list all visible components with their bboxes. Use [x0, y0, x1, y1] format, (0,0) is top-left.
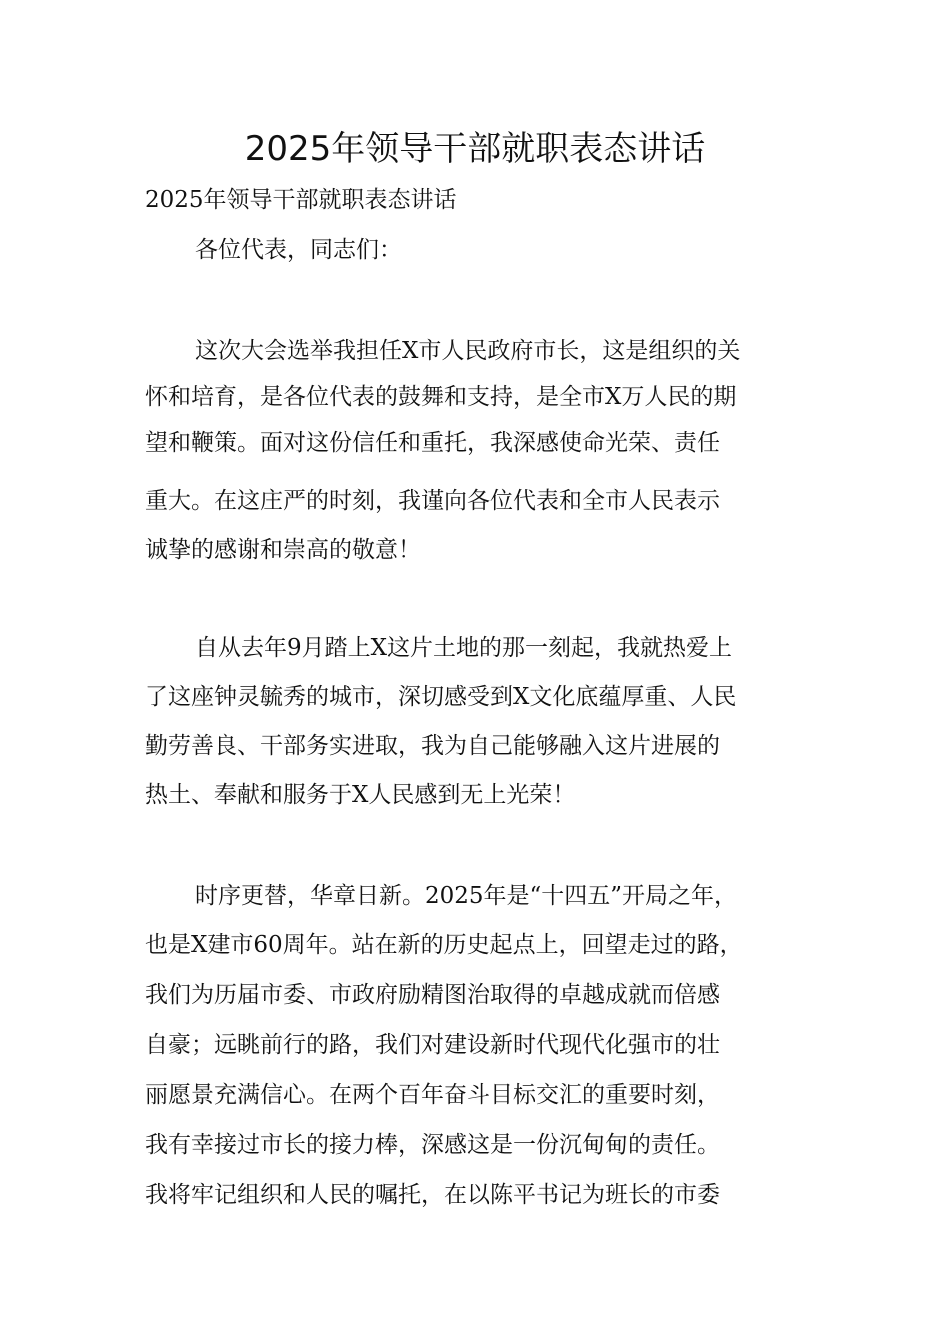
paragraph-2-line-3: 勤劳善良、干部务实进取，我为自己能够融入这片进展的 — [145, 733, 720, 759]
document-subtitle: 2025年领导干部就职表态讲话 — [145, 187, 457, 213]
paragraph-3-line-6: 我有幸接过市长的接力棒，深感这是一份沉甸甸的责任。 — [145, 1132, 720, 1158]
paragraph-3-line-1: 时序更替，华章日新。2025年是“十四五”开局之年， — [195, 883, 738, 909]
paragraph-1-line-4: 重大。在这庄严的时刻，我谨向各位代表和全市人民表示 — [145, 488, 720, 514]
paragraph-3-line-2: 也是X建市60周年。站在新的历史起点上，回望走过的路， — [145, 932, 743, 958]
paragraph-2-line-4: 热土、奉献和服务于X人民感到无上光荣！ — [145, 782, 576, 808]
paragraph-1-line-1: 这次大会选举我担任X市人民政府市长，这是组织的关 — [195, 338, 741, 364]
paragraph-3-line-3: 我们为历届市委、市政府励精图治取得的卓越成就而倍感 — [145, 982, 720, 1008]
paragraph-1-line-5: 诚挚的感谢和崇高的敬意！ — [145, 537, 421, 563]
paragraph-3-line-7: 我将牢记组织和人民的嘱托，在以陈平书记为班长的市委 — [145, 1182, 720, 1208]
paragraph-2-line-2: 了这座钟灵毓秀的城市，深切感受到X文化底蕴厚重、人民 — [145, 684, 737, 710]
salutation: 各位代表，同志们： — [195, 237, 402, 263]
paragraph-3-line-5: 丽愿景充满信心。在两个百年奋斗目标交汇的重要时刻， — [145, 1082, 720, 1108]
paragraph-2-line-1: 自从去年9月踏上X这片土地的那一刻起，我就热爱上 — [195, 635, 733, 661]
paragraph-1-line-2: 怀和培育，是各位代表的鼓舞和支持，是全市X万人民的期 — [145, 384, 737, 410]
paragraph-1-line-3: 望和鞭策。面对这份信任和重托，我深感使命光荣、责任 — [145, 430, 720, 456]
paragraph-3-line-4: 自豪；远眺前行的路，我们对建设新时代现代化强市的壮 — [145, 1032, 720, 1058]
document-title: 2025年领导干部就职表态讲话 — [244, 129, 706, 169]
